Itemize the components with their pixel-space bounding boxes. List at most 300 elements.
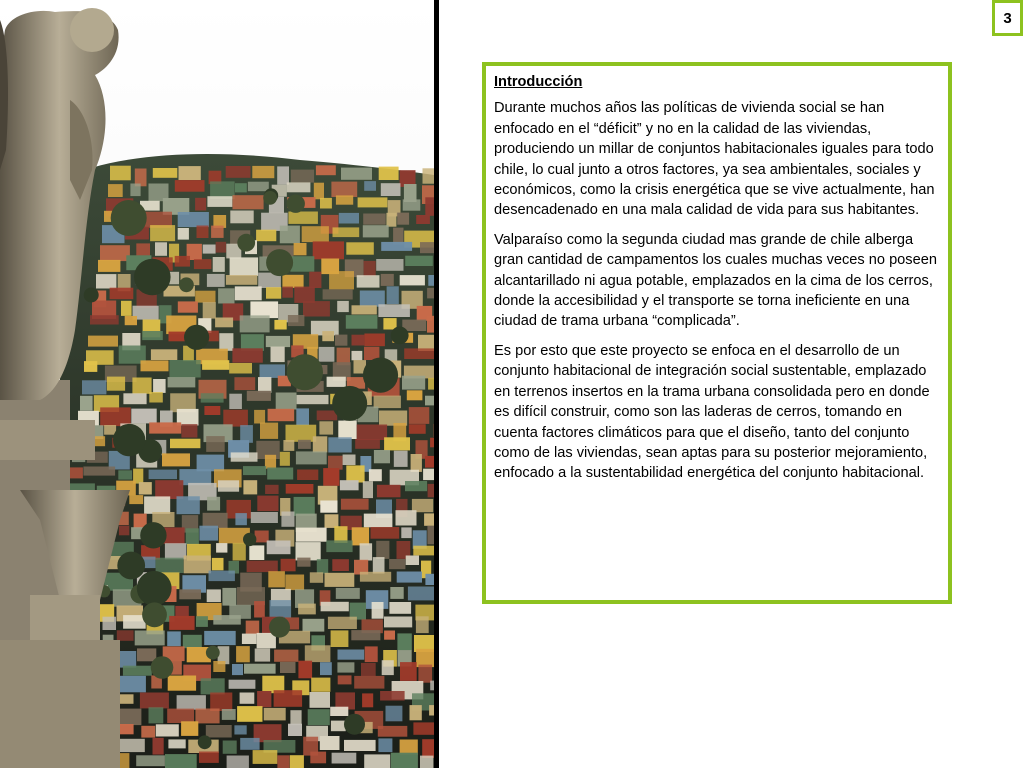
house-shape: [405, 481, 427, 491]
house-shape: [183, 635, 202, 648]
house-shape: [207, 274, 225, 287]
house-shape: [281, 512, 294, 527]
house-shape: [237, 706, 262, 722]
house-shape: [243, 466, 266, 475]
house-shape: [110, 288, 134, 300]
house-shape: [400, 662, 417, 681]
house-shape: [296, 408, 309, 425]
house-shape: [264, 708, 286, 721]
house-shape: [274, 650, 298, 662]
house-shape: [151, 349, 177, 360]
house-shape: [169, 616, 194, 630]
house-shape: [246, 621, 260, 635]
house-shape: [118, 739, 145, 752]
house-shape: [156, 724, 179, 736]
house-shape: [317, 411, 338, 421]
house-shape: [389, 602, 411, 614]
house-shape: [372, 602, 384, 619]
house-shape: [397, 572, 422, 583]
tree-shape: [287, 195, 305, 213]
intro-paragraph-1: Durante muchos años las políticas de vivienda social se han enfocado en el “déficit” y no en la calidad de las viviendas, produciendo un millar de conjuntos habitacionales iguales para todo chile, lo cual junto a otros factores, ya sea ambientales, sociales y económicos, como la crisis energética que se vive actualmente, han desencadenado en una mala calidad de vida para sus habitantes.: [494, 100, 935, 219]
house-shape: [108, 184, 123, 197]
house-shape: [351, 630, 380, 640]
house-shape: [223, 741, 237, 754]
house-shape: [243, 480, 257, 494]
house-shape: [195, 291, 215, 303]
house-shape: [222, 588, 236, 606]
house-shape: [195, 198, 206, 211]
house-shape: [298, 440, 311, 449]
house-shape: [322, 331, 334, 341]
tree-shape: [111, 200, 147, 236]
tree-shape: [198, 735, 212, 749]
tree-shape: [134, 259, 171, 296]
house-shape: [213, 257, 225, 272]
house-shape: [311, 678, 330, 692]
house-shape: [202, 360, 229, 370]
house-shape: [400, 275, 425, 285]
hillside-photo: [0, 0, 434, 768]
house-shape: [364, 261, 376, 276]
house-shape: [378, 738, 392, 752]
house-shape: [129, 495, 143, 504]
introduction-heading: Introducción: [494, 74, 583, 90]
house-shape: [337, 301, 349, 312]
house-shape: [365, 646, 378, 662]
house-shape: [357, 275, 380, 287]
house-shape: [194, 259, 212, 269]
house-shape: [130, 184, 140, 197]
house-shape: [149, 707, 164, 723]
house-shape: [137, 648, 156, 661]
house-shape: [234, 377, 255, 390]
tree-shape: [113, 424, 145, 456]
house-shape: [423, 168, 435, 183]
house-shape: [197, 226, 209, 239]
house-shape: [314, 183, 324, 200]
house-shape: [206, 436, 225, 452]
house-shape: [291, 170, 314, 183]
house-shape: [287, 182, 311, 192]
house-shape: [309, 272, 321, 288]
house-shape: [123, 615, 146, 629]
house-shape: [341, 168, 372, 180]
house-shape: [199, 752, 219, 763]
house-shape: [119, 526, 129, 536]
house-shape: [216, 242, 226, 253]
house-shape: [267, 468, 293, 480]
house-shape: [117, 709, 141, 726]
house-shape: [352, 305, 377, 314]
tree-shape: [140, 522, 166, 548]
house-shape: [411, 454, 422, 472]
house-shape: [317, 559, 328, 573]
house-shape: [376, 259, 403, 271]
house-shape: [288, 315, 305, 326]
house-shape: [418, 665, 432, 683]
house-shape: [181, 721, 198, 736]
house-shape: [168, 739, 185, 748]
house-shape: [378, 726, 408, 737]
house-shape: [352, 335, 365, 346]
house-shape: [328, 617, 357, 629]
house-shape: [320, 501, 337, 513]
house-shape: [357, 425, 387, 441]
house-shape: [104, 425, 116, 435]
house-shape: [319, 347, 335, 362]
house-shape: [267, 541, 291, 555]
tree-shape: [142, 602, 167, 627]
house-shape: [240, 738, 259, 750]
house-shape: [227, 756, 249, 768]
house-shape: [364, 181, 376, 191]
house-shape: [142, 331, 163, 340]
house-shape: [277, 166, 289, 184]
house-shape: [169, 360, 200, 378]
house-shape: [386, 213, 396, 227]
house-shape: [338, 650, 365, 660]
house-shape: [404, 184, 417, 202]
house-shape: [377, 485, 401, 498]
tree-shape: [269, 617, 290, 638]
house-shape: [247, 561, 278, 573]
tree-shape: [206, 646, 220, 660]
house-shape: [229, 394, 242, 409]
house-shape: [363, 481, 373, 498]
house-shape: [343, 455, 356, 466]
house-shape: [149, 470, 177, 480]
house-shape: [427, 526, 434, 544]
house-shape: [153, 168, 178, 178]
house-shape: [334, 526, 347, 543]
house-shape: [310, 752, 326, 764]
house-shape: [153, 379, 166, 393]
house-shape: [404, 348, 434, 359]
house-shape: [177, 695, 206, 710]
house-shape: [378, 304, 410, 317]
house-shape: [296, 451, 327, 464]
house-shape: [83, 467, 115, 476]
house-shape: [363, 225, 389, 237]
house-shape: [139, 482, 152, 494]
house-shape: [233, 195, 264, 209]
house-shape: [326, 540, 352, 552]
house-shape: [298, 604, 316, 615]
tree-shape: [363, 358, 398, 393]
house-shape: [332, 753, 357, 764]
house-shape: [98, 260, 120, 272]
house-shape: [407, 390, 423, 400]
house-shape: [207, 589, 221, 602]
house-shape: [387, 286, 399, 304]
house-shape: [406, 556, 419, 566]
house-shape: [423, 469, 434, 480]
house-shape: [265, 455, 276, 469]
house-shape: [386, 706, 403, 722]
house-shape: [179, 166, 201, 180]
house-shape: [338, 675, 352, 684]
house-shape: [341, 499, 369, 510]
house-shape: [84, 361, 97, 372]
house-shape: [281, 559, 296, 572]
tree-shape: [151, 656, 174, 679]
house-shape: [204, 406, 220, 415]
house-shape: [333, 227, 360, 237]
house-shape: [331, 182, 357, 197]
house-shape: [360, 291, 385, 307]
house-shape: [131, 409, 156, 424]
house-shape: [394, 451, 408, 467]
house-shape: [294, 497, 315, 516]
house-shape: [288, 724, 302, 736]
house-shape: [236, 646, 250, 662]
tree-shape: [243, 533, 256, 546]
house-shape: [268, 409, 295, 421]
house-shape: [175, 180, 205, 192]
house-shape: [425, 396, 434, 406]
house-shape: [271, 347, 285, 363]
house-shape: [210, 693, 232, 712]
house-shape: [422, 739, 434, 758]
house-shape: [313, 436, 328, 452]
page-number: 3: [992, 0, 1023, 36]
house-shape: [251, 512, 278, 523]
house-shape: [140, 693, 169, 709]
house-shape: [207, 497, 220, 511]
house-shape: [384, 617, 412, 628]
house-shape: [212, 558, 224, 570]
house-shape: [397, 213, 409, 225]
house-shape: [331, 721, 346, 732]
house-shape: [100, 245, 130, 261]
house-shape: [195, 709, 219, 724]
house-shape: [136, 755, 165, 766]
house-shape: [358, 197, 388, 207]
house-shape: [391, 753, 418, 768]
house-shape: [179, 589, 201, 599]
house-shape: [223, 410, 248, 427]
house-shape: [168, 676, 196, 691]
house-shape: [396, 510, 417, 525]
house-shape: [121, 301, 132, 316]
house-shape: [184, 556, 211, 574]
tree-shape: [184, 325, 209, 350]
house-shape: [260, 423, 278, 439]
house-shape: [257, 691, 271, 707]
house-shape: [207, 196, 232, 207]
house-shape: [178, 301, 198, 312]
house-shape: [320, 198, 332, 209]
house-shape: [229, 680, 256, 689]
house-shape: [346, 465, 364, 482]
house-shape: [354, 676, 384, 689]
tree-shape: [287, 354, 323, 390]
house-shape: [149, 422, 181, 433]
house-shape: [156, 558, 184, 573]
house-shape: [120, 694, 134, 704]
house-shape: [373, 557, 385, 573]
house-shape: [266, 287, 281, 299]
house-shape: [405, 256, 433, 266]
tree-shape: [137, 571, 172, 606]
house-shape: [425, 456, 434, 468]
house-shape: [274, 320, 286, 330]
house-shape: [96, 274, 116, 288]
house-shape: [297, 470, 318, 481]
house-shape: [155, 242, 167, 256]
house-shape: [233, 543, 246, 561]
house-shape: [288, 212, 318, 224]
house-shape: [369, 469, 382, 481]
house-shape: [328, 456, 343, 470]
house-shape: [302, 226, 329, 242]
house-shape: [270, 600, 292, 618]
house-shape: [132, 378, 151, 394]
tree-shape: [117, 552, 145, 580]
house-shape: [178, 212, 209, 227]
house-shape: [280, 226, 300, 244]
house-shape: [409, 424, 426, 434]
house-shape: [400, 740, 418, 755]
house-shape: [186, 528, 199, 544]
house-shape: [308, 709, 330, 725]
house-shape: [424, 513, 434, 525]
house-shape: [427, 316, 434, 333]
house-shape: [165, 754, 197, 768]
house-shape: [425, 574, 434, 585]
house-shape: [310, 572, 323, 583]
tree-shape: [391, 327, 409, 345]
house-shape: [325, 573, 355, 587]
house-shape: [323, 468, 339, 486]
house-shape: [165, 543, 187, 559]
house-shape: [384, 437, 410, 450]
house-shape: [339, 213, 359, 224]
house-shape: [402, 376, 425, 390]
house-shape: [240, 693, 255, 704]
house-shape: [181, 424, 197, 438]
house-shape: [382, 660, 394, 675]
house-shape: [226, 275, 257, 285]
house-shape: [416, 215, 430, 224]
house-shape: [416, 616, 429, 633]
house-shape: [320, 662, 332, 675]
house-shape: [178, 228, 189, 240]
house-shape: [216, 543, 227, 553]
house-shape: [155, 480, 183, 499]
house-shape: [363, 214, 386, 225]
house-shape: [211, 226, 224, 238]
house-shape: [117, 630, 134, 641]
house-shape: [323, 289, 353, 299]
house-shape: [331, 630, 349, 647]
house-shape: [427, 288, 434, 299]
house-shape: [290, 755, 304, 768]
house-shape: [321, 602, 349, 612]
tree-shape: [179, 277, 194, 292]
house-shape: [149, 392, 163, 403]
house-shape: [282, 287, 293, 298]
house-shape: [380, 691, 405, 701]
house-shape: [362, 693, 373, 707]
house-shape: [320, 736, 340, 750]
house-shape: [310, 692, 331, 708]
house-shape: [196, 616, 208, 627]
house-shape: [379, 167, 399, 180]
house-shape: [213, 661, 225, 672]
house-shape: [107, 377, 125, 391]
house-shape: [330, 707, 348, 716]
house-shape: [229, 363, 252, 374]
house-shape: [232, 348, 262, 362]
house-shape: [410, 705, 422, 720]
house-shape: [280, 452, 290, 466]
house-shape: [344, 740, 376, 751]
house-shape: [255, 649, 270, 662]
house-shape: [235, 286, 262, 300]
house-shape: [352, 351, 363, 360]
house-shape: [303, 301, 330, 316]
house-shape: [144, 496, 170, 513]
house-shape: [199, 526, 218, 541]
house-shape: [88, 336, 118, 347]
house-shape: [230, 211, 253, 224]
house-shape: [360, 572, 391, 582]
house-shape: [335, 335, 347, 346]
house-shape: [203, 245, 216, 254]
house-shape: [346, 242, 374, 254]
house-shape: [90, 315, 119, 324]
house-shape: [360, 543, 373, 560]
house-shape: [285, 575, 304, 591]
tree-shape: [266, 249, 293, 276]
house-shape: [294, 287, 315, 303]
house-shape: [381, 183, 401, 196]
introduction-box: [482, 62, 952, 604]
house-shape: [248, 182, 269, 192]
house-shape: [244, 664, 276, 674]
house-shape: [252, 166, 274, 178]
house-shape: [82, 380, 106, 394]
house-shape: [325, 514, 339, 528]
house-shape: [329, 271, 354, 289]
house-shape: [201, 393, 224, 402]
house-shape: [316, 165, 336, 175]
house-shape: [401, 527, 411, 538]
house-shape: [209, 571, 235, 582]
house-shape: [297, 558, 310, 567]
vertical-divider: [434, 0, 439, 768]
house-shape: [296, 528, 327, 542]
house-shape: [413, 722, 434, 734]
house-shape: [280, 662, 296, 673]
house-shape: [141, 726, 155, 738]
house-shape: [420, 756, 433, 768]
house-shape: [123, 666, 152, 676]
tree-shape: [332, 386, 367, 421]
intro-paragraph-2: Valparaíso como la segunda ciudad mas grande de chile alberga gran cantidad de campamentos los cuales muchas veces no poseen alcantarillado ni agua potable, emplazados en la cima de los cerros, donde la accesibilidad y el transporte se torna ineficiente en una ciudad de trama urbana “complicada”.: [494, 231, 937, 330]
house-shape: [167, 709, 194, 723]
house-shape: [226, 166, 251, 178]
house-shape: [117, 676, 146, 693]
house-shape: [170, 439, 200, 449]
house-shape: [204, 631, 236, 645]
house-shape: [381, 274, 394, 286]
house-shape: [381, 242, 412, 251]
house-shape: [235, 513, 247, 525]
house-shape: [258, 377, 271, 393]
house-shape: [352, 527, 369, 545]
